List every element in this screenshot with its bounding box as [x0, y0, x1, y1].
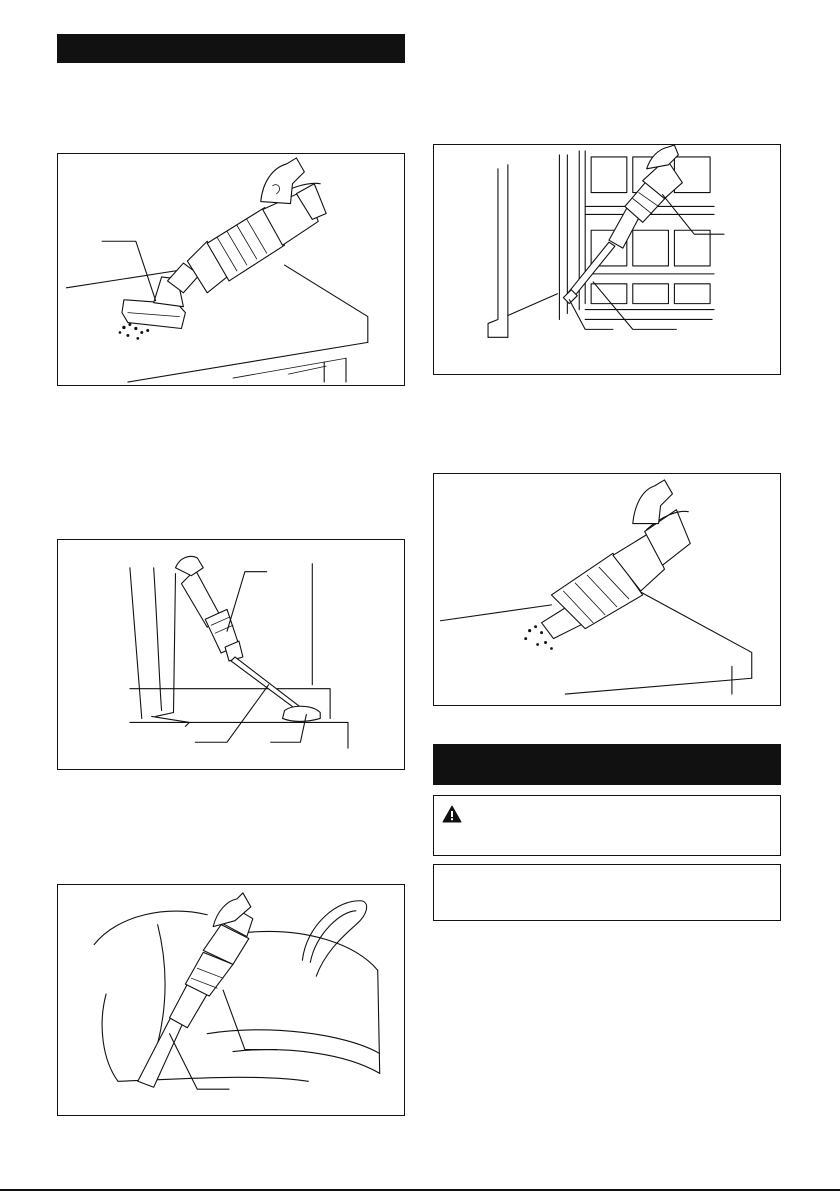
notice-box — [433, 864, 781, 921]
vacuum-crevice-seat-illustration — [58, 885, 404, 1115]
section-heading-bar-top — [57, 34, 405, 63]
figure-car-seat-crevice — [57, 884, 405, 1116]
vacuum-floor-nozzle-illustration — [58, 154, 404, 385]
figure-floor-nozzle-table — [57, 153, 405, 386]
figure-window-frame-crevice — [433, 144, 781, 375]
vacuum-extension-floor-illustration — [58, 540, 404, 769]
section-heading-bar-right — [433, 744, 781, 785]
figure-extension-pipe-floor — [57, 539, 405, 770]
page-bottom-rule — [0, 1189, 840, 1191]
warning-triangle-icon — [442, 805, 462, 823]
warning-box — [433, 795, 781, 856]
figure-nozzle-only-table — [433, 473, 781, 706]
vacuum-extension-crevice-illustration — [434, 145, 780, 374]
vacuum-no-attachment-illustration — [434, 474, 780, 705]
